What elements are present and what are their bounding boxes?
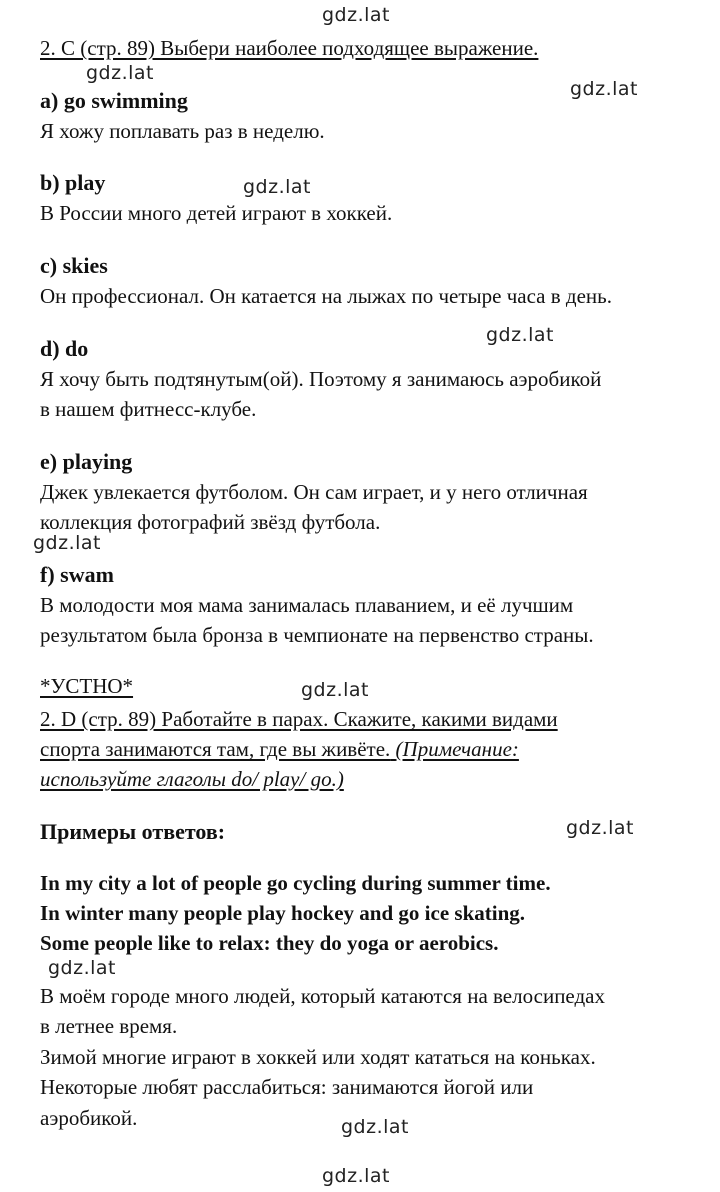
russian-example-2: Зимой многие играют в хоккей или ходят кататься на коньках. [40,1045,596,1069]
answer-text-d-line2: в нашем фитнесс-клубе. [40,397,257,421]
english-example-3: Some people like to relax: they do yoga or aerobics. [40,931,499,955]
watermark: gdz.lat [322,4,391,26]
answer-label-f: f) swam [40,562,114,587]
russian-example-3-cont: аэробикой. [40,1106,138,1130]
answer-text-a: Я хожу поплавать раз в неделю. [40,119,325,143]
answer-text-d-line1: Я хочу быть подтянутым(ой). Поэтому я занимаюсь аэробикой [40,367,602,391]
watermark: gdz.lat [341,1116,410,1138]
english-example-2: In winter many people play hockey and go ice skating. [40,901,525,925]
watermark: gdz.lat [570,78,639,100]
answer-label-b: b) play [40,170,106,195]
watermark: gdz.lat [566,817,635,839]
watermark: gdz.lat [243,176,312,198]
task2-line1: 2. D (стр. 89) Работайте в парах. Скажите, какими видами [40,707,558,731]
english-example-1: In my city a lot of people go cycling during summer time. [40,871,551,895]
answer-text-e-line2: коллекция фотографий звёзд футбола. [40,510,381,534]
russian-example-3: Некоторые любят расслабиться: занимаются йогой или [40,1075,534,1099]
russian-example-1: В моём городе много людей, который катаются на велосипедах [40,984,605,1008]
oral-label: *УСТНО* [40,674,134,698]
answer-label-c: c) skies [40,253,108,278]
answer-text-e-line1: Джек увлекается футболом. Он сам играет, и у него отличная [40,480,588,504]
answer-label-e: e) playing [40,449,133,474]
task2-line2-main: спорта занимаются там, где вы живёте. [40,737,391,761]
examples-title: Примеры ответов: [40,819,226,844]
watermark: gdz.lat [486,324,555,346]
russian-example-1-cont: в летнее время. [40,1014,178,1038]
answer-text-f-line2: результатом была бронза в чемпионате на первенство страны. [40,623,594,647]
watermark: gdz.lat [322,1165,391,1187]
task-heading: 2. C (стр. 89) Выбери наиболее подходящее выражение. [40,36,539,60]
answer-text-f-line1: В молодости моя мама занималась плаванием, и её лучшим [40,593,574,617]
answer-text-b: В России много детей играют в хоккей. [40,201,393,225]
watermark: gdz.lat [301,679,370,701]
watermark: gdz.lat [33,532,102,554]
task2-note-end: используйте глаголы do/ play/ go.) [40,767,344,791]
task2-line2 [40,737,519,762]
answer-label-d: d) do [40,336,89,361]
watermark: gdz.lat [86,62,155,84]
watermark: gdz.lat [48,957,117,979]
answer-label-a: a) go swimming [40,88,188,113]
task2-note-start: (Примечание: [395,737,519,761]
answer-text-c: Он профессионал. Он катается на лыжах по четыре часа в день. [40,284,612,308]
